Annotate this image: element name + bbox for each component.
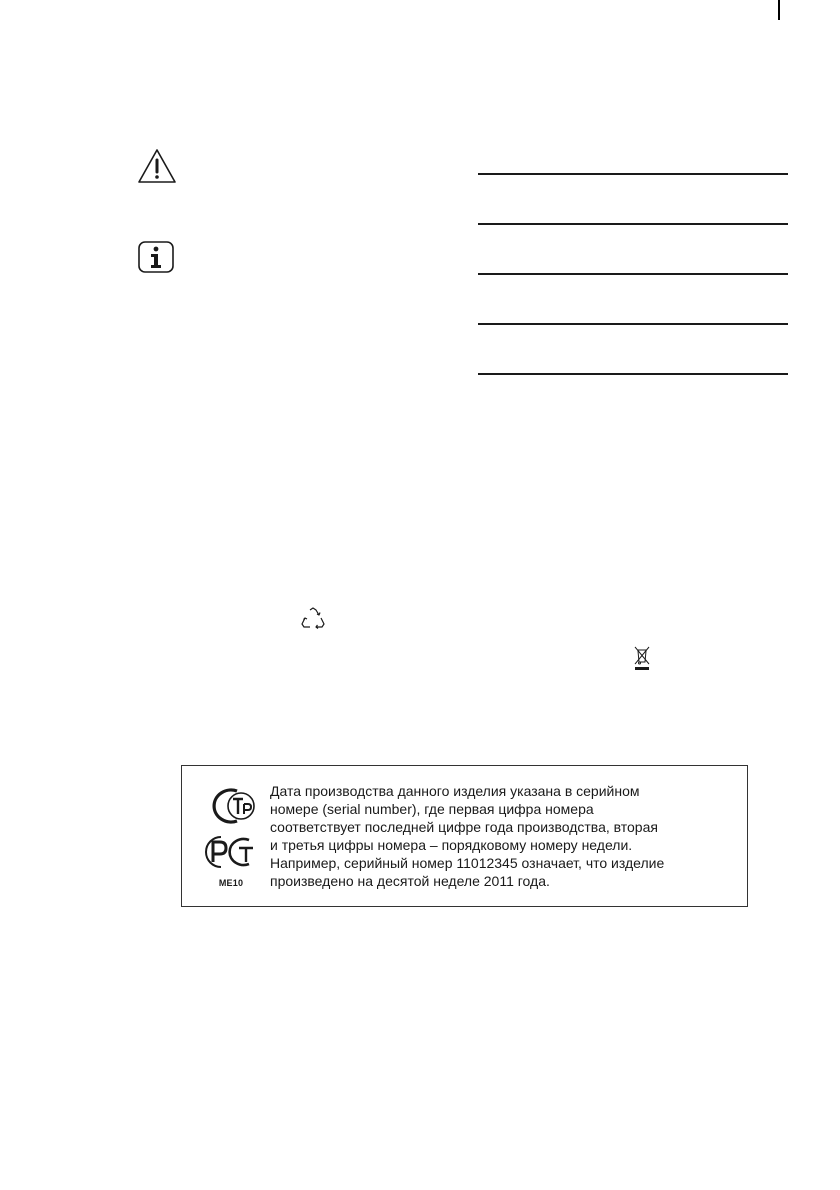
certification-code: ME10 [218,878,244,888]
recycle-icon [300,606,326,632]
text-line: номере (serial number), где первая цифра номера [270,801,594,817]
gost-r-logo-icon [203,832,257,872]
table-bottom-rule [478,373,788,375]
text-line: и третья цифры номера – порядковому номеру недели. [270,837,633,853]
text-line: соответствует последней цифре года производства, вторая [270,819,658,835]
table-row [478,273,788,323]
text-line: Дата производства данного изделия указана в серийном [270,783,640,799]
text-line: произведено на десятой неделе 2011 года. [270,873,550,889]
warning-icon [137,148,177,184]
info-icon [138,241,174,273]
table-row [478,223,788,273]
spec-table [478,173,788,375]
text-line: Например, серийный номер 11012345 означает, что изделие [270,855,665,871]
table-row [478,173,788,223]
crossed-out-bin-icon [632,644,652,672]
crop-mark [778,0,780,20]
table-row [478,323,788,373]
certification-text [270,782,740,890]
eac-tr-logo-icon [203,786,257,826]
